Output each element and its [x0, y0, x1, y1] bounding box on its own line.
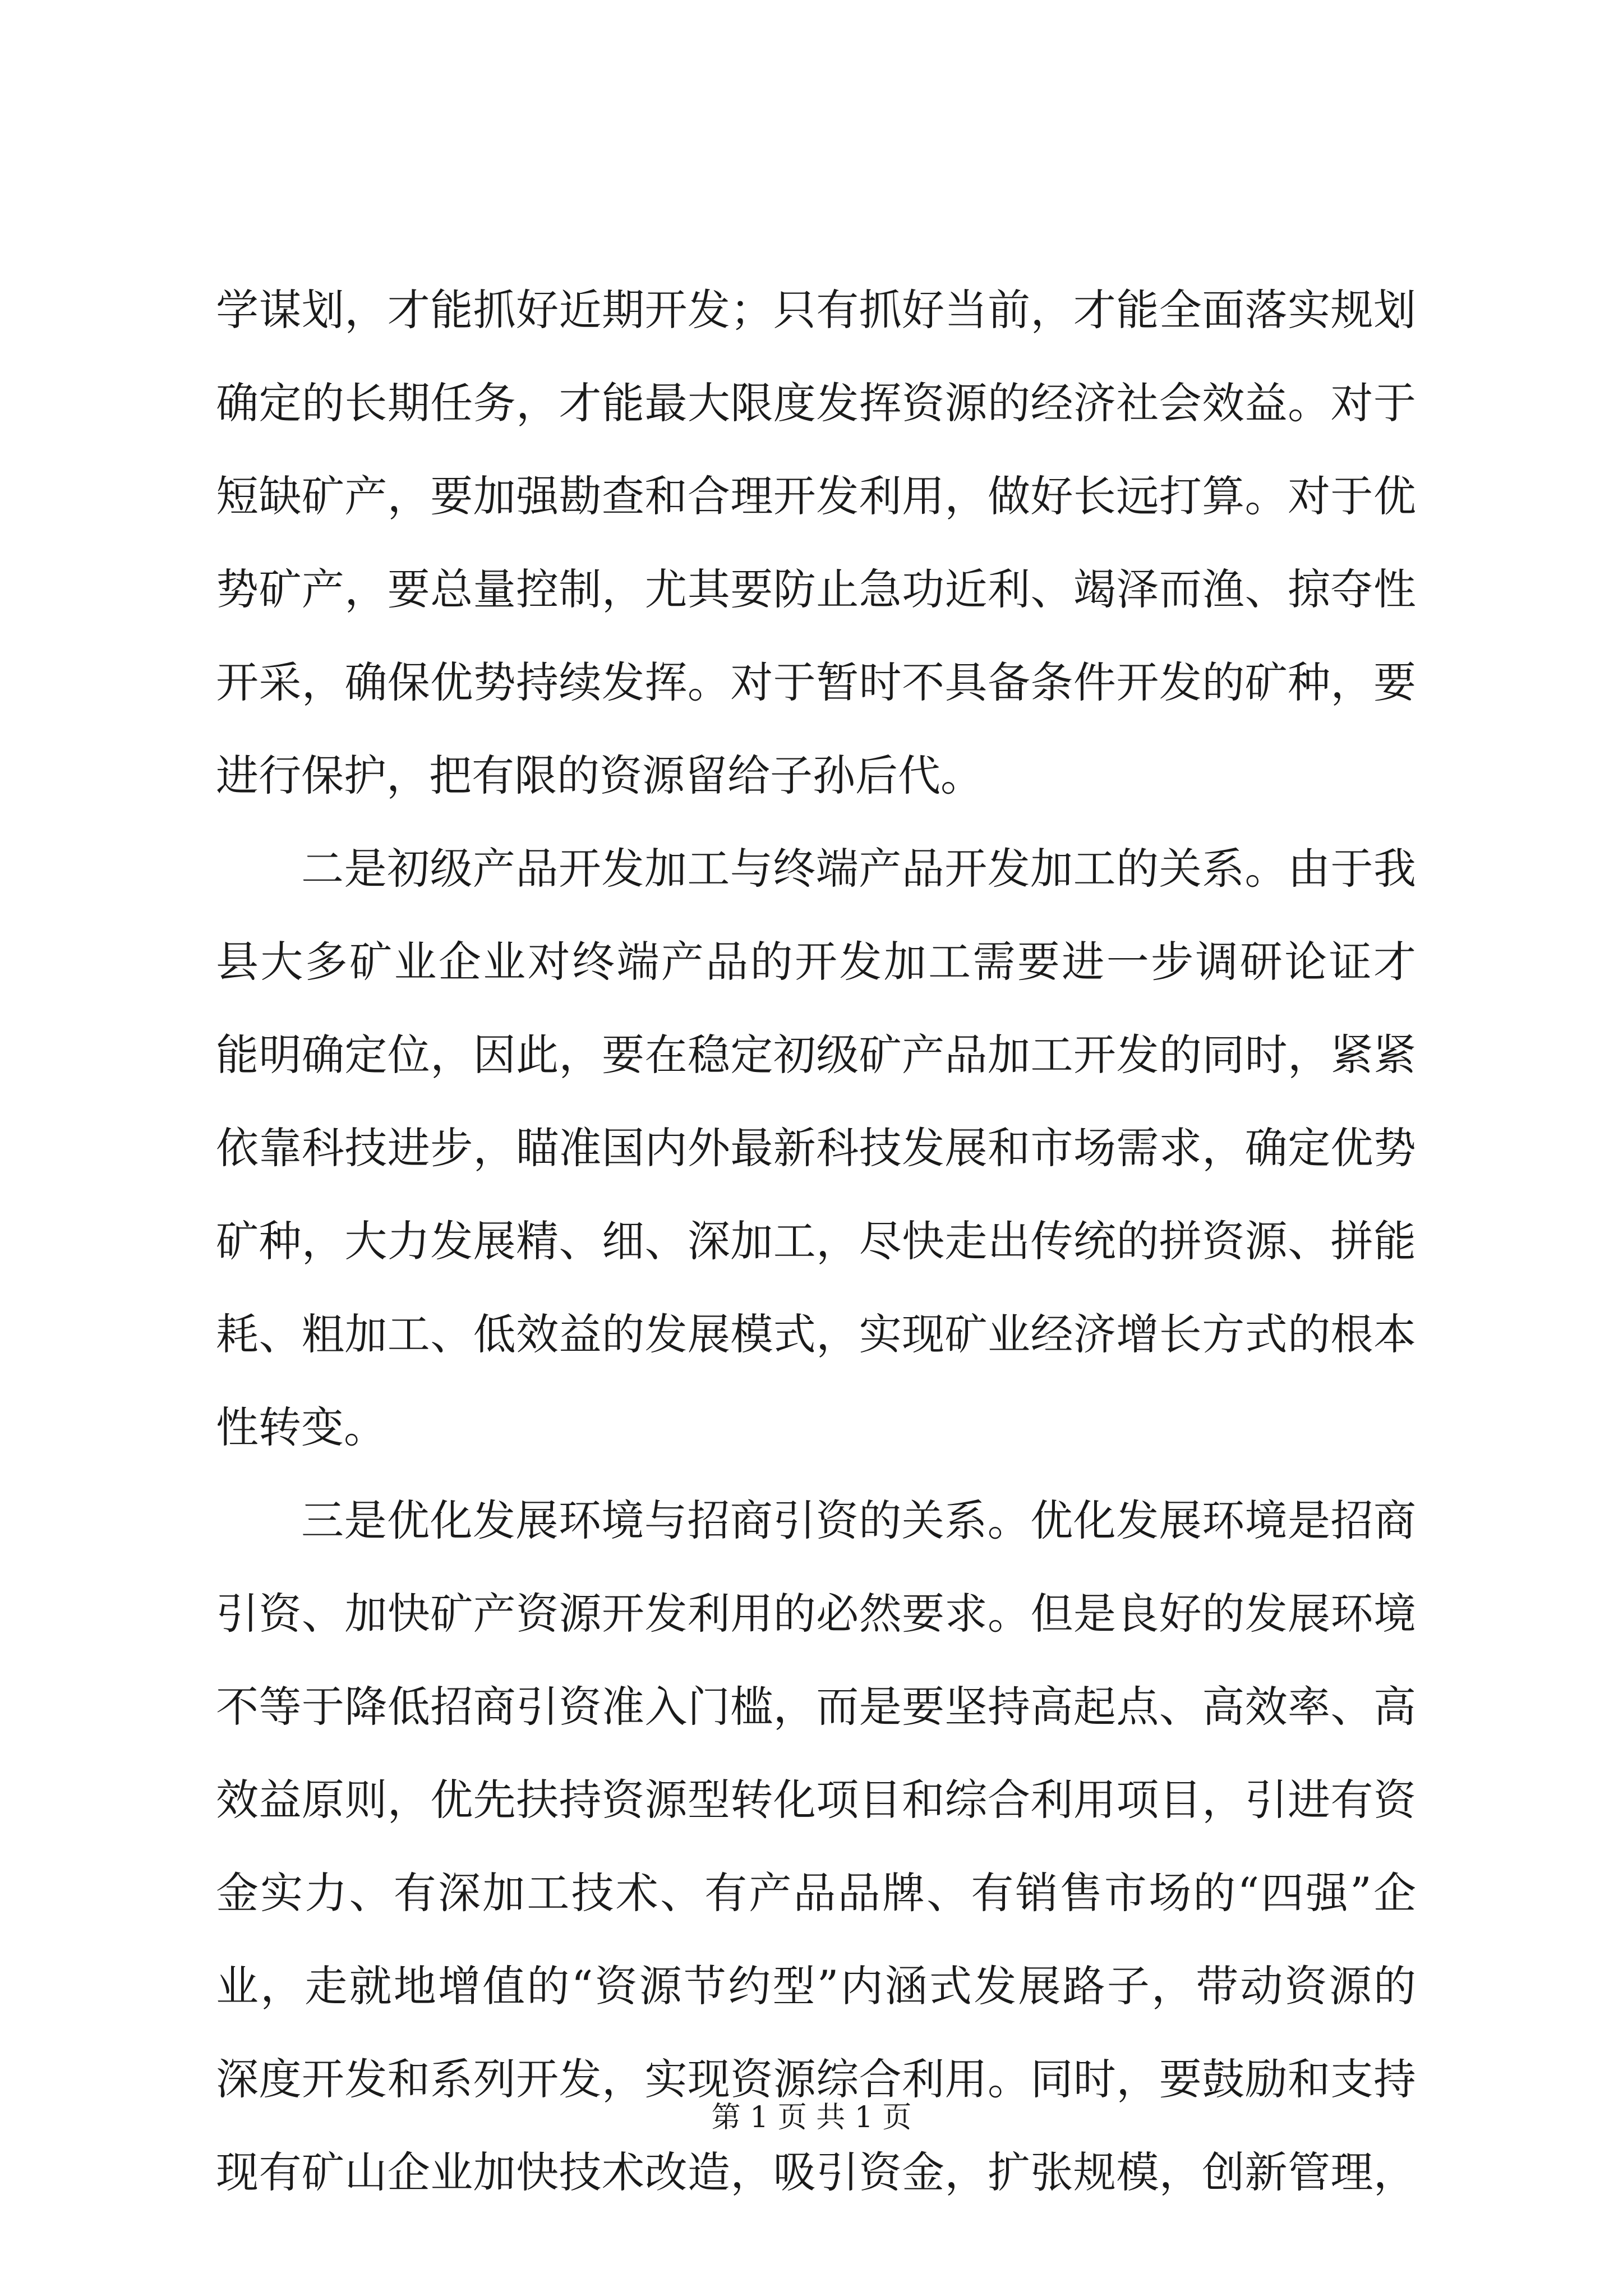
paragraph-start-line: 二是初级产品开发加工与终端产品开发加工的关系。由于我 — [301, 844, 1416, 894]
text-line: 依靠科技进步，瞄准国内外最新科技发展和市场需求，确定优势 — [216, 1123, 1416, 1173]
text-line: 性转变。 — [216, 1402, 386, 1452]
text-line: 现有矿山企业加快技术改造，吸引资金，扩张规模，创新管理， — [216, 2147, 1416, 2197]
text-line: 不等于降低招商引资准入门槛，而是要坚持高起点、高效率、高 — [216, 1682, 1416, 1732]
text-line: 能明确定位，因此，要在稳定初级矿产品加工开发的同时，紧紧 — [216, 1030, 1416, 1080]
text-line: 短缺矿产，要加强勘查和合理开发利用，做好长远打算。对于优 — [216, 471, 1416, 521]
text-line: 深度开发和系列开发，实现资源综合利用。同时，要鼓励和支持 — [216, 2054, 1416, 2104]
text-line: 耗、粗加工、低效益的发展模式，实现矿业经济增长方式的根本 — [216, 1309, 1416, 1359]
page-number-footer: 第 1 页 共 1 页 — [711, 2101, 912, 2134]
body-text — [216, 264, 1416, 2219]
text-line: 开采，确保优势持续发挥。对于暂时不具备条件开发的矿种，要 — [216, 657, 1416, 707]
text-line: 效益原则，优先扶持资源型转化项目和综合利用项目，引进有资 — [216, 1775, 1416, 1825]
text-line: 业，走就地增值的“资源节约型”内涵式发展路子，带动资源的 — [216, 1961, 1416, 2011]
text-line: 学谋划，才能抓好近期开发；只有抓好当前，才能全面落实规划 — [216, 285, 1416, 335]
text-line: 引资、加快矿产资源开发利用的必然要求。但是良好的发展环境 — [216, 1589, 1416, 1639]
text-line: 矿种，大力发展精、细、深加工，尽快走出传统的拼资源、拼能 — [216, 1216, 1416, 1266]
paragraph-start-line: 三是优化发展环境与招商引资的关系。优化发展环境是招商 — [301, 1496, 1416, 1545]
text-line: 确定的长期任务，才能最大限度发挥资源的经济社会效益。对于 — [216, 378, 1416, 428]
text-line: 进行保护，把有限的资源留给子孙后代。 — [216, 751, 983, 800]
text-line: 县大多矿业企业对终端产品的开发加工需要进一步调研论证才 — [216, 937, 1416, 987]
text-line: 金实力、有深加工技术、有产品品牌、有销售市场的“四强”企 — [216, 1868, 1416, 1918]
text-line: 势矿产，要总量控制，尤其要防止急功近利、竭泽而渔、掠夺性 — [216, 564, 1416, 614]
